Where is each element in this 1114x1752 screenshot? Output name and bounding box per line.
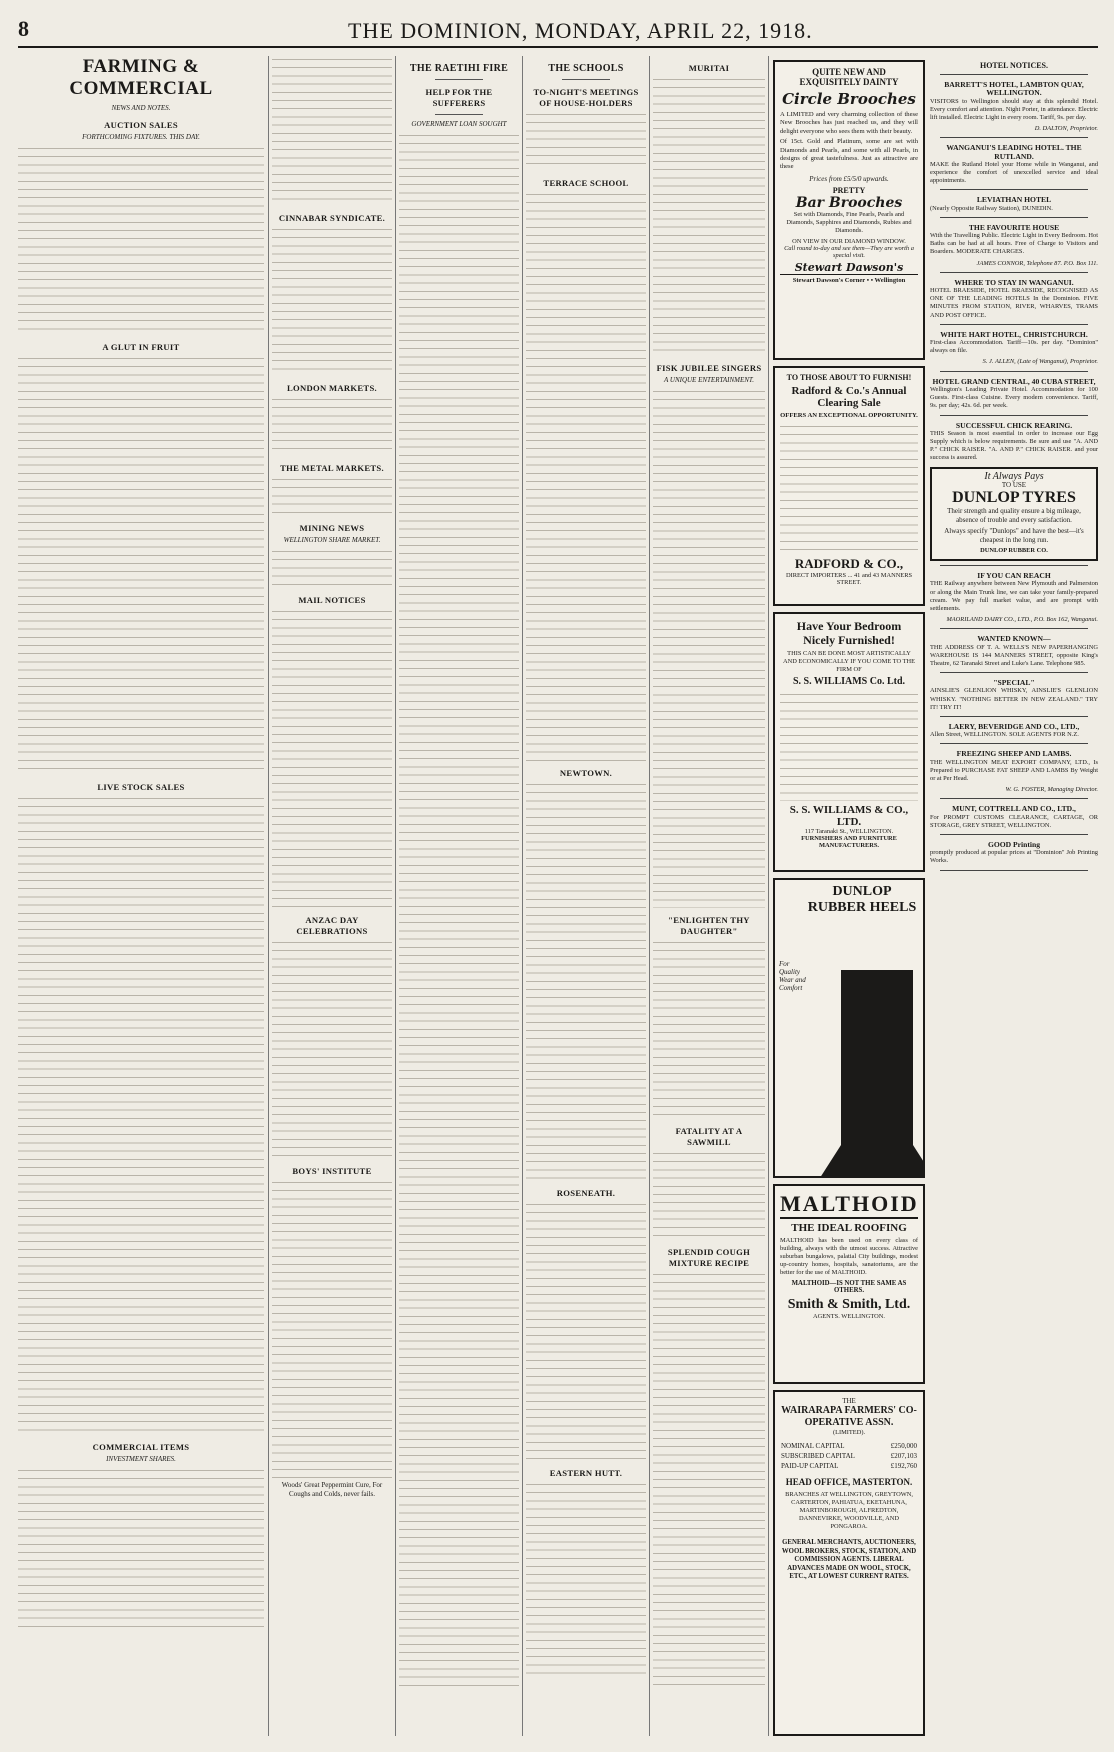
share-list	[272, 56, 392, 206]
wairarapa-foot: GENERAL MERCHANTS, AUCTIONEERS, WOOL BROKERS, STOCK, STATION, AND COMMISSION AGENTS. LIBERAL ADVANCES MADE ON WOOL, STOCK, ETC., AT LOWEST CURRENT RATES.	[781, 1539, 917, 1581]
newtown-heading: NEWTOWN.	[559, 768, 613, 778]
radford-price-list	[780, 423, 918, 553]
glut-fruit-body	[18, 355, 264, 775]
fisk-jubilee-body	[653, 388, 765, 908]
column-markets	[272, 56, 392, 1736]
divider	[940, 870, 1088, 871]
williams-tag: FURNISHERS AND FURNITURE MANUFACTURERS.	[801, 835, 897, 849]
malthoid-ad	[773, 1184, 925, 1384]
cinnabar-body	[272, 226, 392, 376]
raetihi-header: THE RAETIHI FIRE	[409, 63, 509, 74]
hotel-notice-signature: W. G. FOSTER, Managing Director.	[1005, 786, 1098, 794]
williams-sub: THIS CAN BE DONE MOST ARTISTICALLY AND ECONOMICALLY IF YOU COME TO THE FIRM OF	[782, 650, 916, 673]
divider	[562, 79, 610, 80]
column-farming	[18, 56, 264, 1736]
brooch-view: ON VIEW IN OUR DIAMOND WINDOW.	[792, 237, 906, 245]
boys-institute-heading: BOYS' INSTITUTE	[292, 1166, 372, 1176]
metal-markets-heading: THE METAL MARKETS.	[280, 463, 384, 473]
hotel-notice-text: AINSLIE'S GLENLION WHISKY, AINSLIE'S GLENLION WHISKY. "NOTHING BETTER IN NEW ZEALAND." TRY IT! TRY IT!	[930, 687, 1098, 711]
roseneath-heading: ROSENEATH.	[556, 1188, 616, 1198]
williams-body	[780, 691, 918, 801]
brooch-line2: EXQUISITELY DAINTY	[799, 77, 899, 87]
malthoid-title: MALTHOID	[780, 1191, 918, 1219]
williams-firm: S. S. WILLIAMS Co. Ltd.	[792, 676, 906, 687]
anzac-body	[272, 939, 392, 1159]
mail-notices-heading: MAIL NOTICES	[298, 595, 366, 605]
peppermint-cure-ad: Woods' Great Peppermint Cure, For Coughs and Colds, never fails.	[281, 1481, 383, 1498]
mining-news-body	[272, 548, 392, 588]
schools-header: THE SCHOOLS	[548, 63, 624, 74]
brooch-title2: Bar Brooches	[795, 194, 903, 211]
radford-firm: RADFORD & CO.,	[794, 556, 904, 571]
commercial-items-heading: COMMERCIAL ITEMS	[92, 1442, 190, 1452]
commercial-items-sub: INVESTMENT SHARES.	[106, 1455, 176, 1463]
divider	[940, 324, 1088, 325]
boot-icon	[817, 970, 925, 1178]
column-rule	[522, 56, 523, 1736]
divider	[940, 137, 1088, 138]
dunlop-tyres-top: It Always Pays	[984, 470, 1044, 482]
masthead	[18, 14, 1098, 48]
capital-row: SUBSCRIBED CAPITAL £207,103	[781, 1452, 917, 1460]
williams-title: Have Your Bedroom Nicely Furnished!	[796, 619, 902, 647]
live-stock-heading: LIVE STOCK SALES	[97, 782, 185, 792]
hotel-notice-name: HOTEL GRAND CENTRAL, 40 CUBA STREET,	[932, 376, 1096, 386]
malthoid-sub: THE IDEAL ROOFING	[791, 1222, 907, 1234]
farming-header: FARMING & COMMERCIAL	[69, 56, 213, 99]
wairarapa-ltd: (LIMITED).	[832, 1429, 866, 1436]
williams-firm-big: S. S. WILLIAMS & CO., LTD.	[789, 804, 909, 828]
radford-sub: OFFERS AN EXCEPTIONAL OPPORTUNITY.	[780, 412, 918, 419]
hotel-notice-text: First-class Accommodation. Tariff—10s. per day. "Dominion" always on file.	[930, 339, 1098, 355]
hotel-notice-name: THE FAVOURITE HOUSE	[968, 222, 1060, 232]
dunlop-heels-title: DUNLOP RUBBER HEELS	[807, 884, 917, 915]
divider	[940, 371, 1088, 372]
mail-notices-body	[272, 608, 392, 908]
fisk-jubilee-heading: FISK JUBILEE SINGERS	[656, 363, 762, 373]
divider	[940, 834, 1088, 835]
farming-subheader: NEWS AND NOTES.	[111, 104, 171, 112]
commercial-items-body	[18, 1467, 264, 1627]
brooch-ad	[773, 60, 925, 360]
fisk-jubilee-sub: A UNIQUE ENTERTAINMENT.	[663, 376, 755, 384]
cough-recipe-heading: SPLENDID COUGH MIXTURE RECIPE	[667, 1247, 751, 1268]
smith-smith-firm: Smith & Smith, Ltd.	[787, 1297, 911, 1312]
dunlop-heels-side: For Quality Wear and Comfort	[779, 960, 806, 992]
hotel-notice-name: LAERY, BEVERIDGE AND CO., LTD.,	[948, 721, 1080, 731]
muritai-heading: MURITAI	[688, 63, 730, 73]
dunlop-tyres-ad	[930, 467, 1098, 562]
divider	[940, 716, 1088, 717]
boot-illustration	[795, 950, 925, 1170]
terrace-school-heading: TERRACE SCHOOL	[543, 178, 629, 188]
radford-title: Radford & Co.'s Annual Clearing Sale	[791, 385, 907, 409]
hotel-notice-name: WANGANUI'S LEADING HOTEL. THE RUTLAND.	[946, 143, 1082, 161]
brooch-body2: Of 15ct. Gold and Platinum, some are set with Diamonds and Pearls, and some with all Pearls, in designs of great tastefulness. Just as attractive are these	[780, 138, 918, 171]
radford-address: DIRECT IMPORTERS ... 41 and 43 MANNERS STREET.	[785, 572, 913, 586]
williams-address: 117 Taranaki St., WELLINGTON.	[804, 828, 894, 835]
hotel-notice-text: THE WELLINGTON MEAT EXPORT COMPANY, LTD., Is Prepared to PURCHASE FAT SHEEP AND LAMBS By Weight or at Per Head.	[930, 758, 1098, 782]
glut-fruit-heading: A GLUT IN FRUIT	[102, 342, 180, 352]
hotel-notices-header: HOTEL NOTICES.	[979, 61, 1049, 70]
hotel-notice-text: Allen Street, WELLINGTON. SOLE AGENTS FOR N.Z.	[930, 731, 1079, 739]
column-rule	[768, 56, 769, 1736]
cough-recipe-body	[653, 1271, 765, 1691]
masthead-title: THE DOMINION, MONDAY, APRIL 22, 1918.	[348, 18, 813, 43]
wairarapa-capital-table	[780, 1441, 918, 1471]
divider	[940, 189, 1088, 190]
malthoid-note: MALTHOID—IS NOT THE SAME AS OTHERS.	[791, 1280, 907, 1294]
capital-row: NOMINAL CAPITAL £250,000	[781, 1442, 917, 1450]
divider	[435, 114, 483, 115]
sawmill-heading: FATALITY AT A SAWMILL	[675, 1126, 743, 1147]
column-muritai	[653, 56, 765, 1736]
auction-sales-sub: FORTHCOMING FIXTURES. THIS DAY.	[82, 133, 200, 141]
stewart-dawson-name: Stewart Dawson's	[794, 260, 904, 274]
divider	[940, 415, 1088, 416]
brooch-title: Circle Brooches	[782, 90, 916, 108]
hotel-notice-text: THIS Season is most essential in order to increase our Egg Supply which is below requirements. Be sure and use "A. AND P." CHICK RAISER. "A. AND P." CHICK RAISER. and your success is assured.	[930, 429, 1098, 462]
divider	[940, 217, 1088, 218]
dunlop-tyres-use: TO USE	[1001, 480, 1027, 489]
hotel-notice-name: GOOD Printing	[987, 840, 1041, 849]
divider	[940, 672, 1088, 673]
eastern-hutt-body	[526, 1481, 646, 1681]
hotel-notice-text: MAKE the Rutland Hotel your Home while in Wanganui, and experience the comfort of unexcelled service and ideal appointments.	[930, 160, 1098, 185]
dunlop-tyres-body2: Always specify "Dunlops" and have the best—it's cheapest in the long run.	[944, 526, 1084, 544]
divider	[940, 798, 1088, 799]
muritai-body	[653, 76, 765, 356]
hotel-list	[930, 81, 1098, 870]
cinnabar-heading: CINNABAR SYNDICATE.	[278, 213, 386, 223]
raetihi-subheader: HELP FOR THE SUFFERERS	[425, 87, 493, 108]
metal-markets-body	[272, 476, 392, 516]
hotel-notice-signature: JAMES CONNOR, Telephone 87. P.O. Box 111.	[976, 259, 1098, 267]
schools-subheader: TO-NIGHT'S MEETINGS OF HOUSE-HOLDERS	[533, 87, 639, 108]
roseneath-body	[526, 1201, 646, 1461]
hotel-notice-name: WHERE TO STAY IN WANGANUI.	[954, 277, 1074, 287]
dunlop-tyres-body: Their strength and quality ensure a big mileage, absence of trouble and every satisfaction.	[947, 506, 1081, 524]
wairarapa-branches: BRANCHES AT WELLINGTON, GREYTOWN, CARTERTON, PAHIATUA, EKETAHUNA, MARTINBOROUGH, ALFREDTON, DANNEVIRKE, WOODVILLE, AND PONGAROA.	[785, 1491, 913, 1530]
sawmill-body	[653, 1150, 765, 1240]
mining-news-heading: MINING NEWS	[299, 523, 365, 533]
column-schools	[526, 56, 646, 1736]
stewart-dawson-address: Stewart Dawson's Corner • • Wellington	[780, 274, 918, 284]
hotel-notice-text: With the Travelling Public. Electric Light in Every Bedroom. Hot Baths can be had at all hours. Free of Charge to Visitors and Boarders. MODERATE CHARGES.	[930, 232, 1098, 256]
hotel-notice-text: THE Railway anywhere between New Plymouth and Palmerston or along the Main Trunk line, we can take your family-prepared cream. We pay full market value, and are prompt with settlements.	[930, 580, 1098, 612]
hotel-notice-name: WHITE HART HOTEL, CHRISTCHURCH.	[940, 329, 1088, 339]
hotel-notice-text: For PROMPT CUSTOMS CLEARANCE, CARTAGE, OR STORAGE, GREY STREET, WELLINGTON.	[930, 813, 1098, 829]
newtown-body	[526, 781, 646, 1181]
mining-news-sub: WELLINGTON SHARE MARKET.	[283, 536, 381, 544]
hotel-notice-text: HOTEL BRAESIDE, HOTEL BRAESIDE, RECOGNISED AS ONE OF THE LEADING HOTELS In the Dominion. FIVE MINUTES FROM STATION, RIVER, WHARVES, TRAMS AND POST OFFICE.	[930, 287, 1098, 319]
column-rule	[268, 56, 269, 1736]
divider	[940, 74, 1088, 75]
brooch-line1: QUITE NEW AND	[812, 67, 886, 77]
eastern-hutt-heading: EASTERN HUTT.	[549, 1468, 623, 1478]
wairarapa-office: HEAD OFFICE, MASTERTON.	[785, 1477, 913, 1487]
terrace-school-body	[526, 191, 646, 761]
wairarapa-the: THE	[842, 1397, 856, 1405]
dunlop-tyres-title: DUNLOP TYRES	[952, 488, 1076, 506]
hotel-notice-name: FREEZING SHEEP AND LAMBS.	[956, 749, 1072, 759]
schools-intro	[526, 111, 646, 171]
divider	[940, 628, 1088, 629]
williams-ad	[773, 612, 925, 872]
hotel-notice-name: LEVIATHAN HOTEL	[976, 195, 1052, 205]
hotel-notices	[930, 56, 1098, 1736]
divider	[940, 272, 1088, 273]
column-rule	[649, 56, 650, 1736]
enlighten-heading: "ENLIGHTEN THY DAUGHTER"	[668, 915, 750, 936]
hotel-notice-text: VISITORS to Wellington should stay at this splendid Hotel. Every comfort and attention. Night Porter, in attendance. Electric lift installed. Electric Light in every room. Tariff, 9s. per day.	[930, 97, 1098, 122]
wairarapa-title: WAIRARAPA FARMERS' CO-OPERATIVE ASSN.	[781, 1405, 917, 1428]
live-stock-body	[18, 795, 264, 1435]
column-rule	[395, 56, 396, 1736]
brooch-pretty: PRETTY	[832, 185, 866, 195]
capital-row: PAID-UP CAPITAL £192,760	[781, 1462, 917, 1470]
wairarapa-ad	[773, 1390, 925, 1736]
hotel-notice-name: SUCCESSFUL CHICK REARING.	[955, 420, 1073, 430]
divider	[940, 565, 1088, 566]
hotel-notice-text: THE ADDRESS OF T. A. WELLS'S NEW PAPERHANGING WAREHOUSE IS 144 MANNERS STREET, opposite King's Theatre, 62 Taranaki Street and Luke's Lane. Telephone 985.	[930, 643, 1098, 667]
hotel-notice-name: "SPECIAL"	[993, 678, 1035, 688]
radford-ad	[773, 366, 925, 606]
hotel-notice-text: (Nearly Opposite Railway Station), DUNEDIN.	[930, 204, 1053, 212]
divider	[940, 743, 1088, 744]
hotel-notice-signature: D. DALTON, Proprietor.	[1034, 125, 1098, 133]
hotel-notice-name: WANTED KNOWN—	[977, 634, 1051, 644]
anzac-heading: ANZAC DAY CELEBRATIONS	[296, 915, 368, 936]
hotel-notice-name: BARRETT'S HOTEL, LAMBTON QUAY, WELLINGTON.	[944, 80, 1084, 98]
divider	[435, 79, 483, 80]
brooch-body: A LIMITED and very charming collection of these New Brooches has just reached us, and they will delight everyone who sees them with their beauty.	[780, 111, 918, 135]
auction-sales-body	[18, 145, 264, 335]
dunlop-tyres-maker: DUNLOP RUBBER CO.	[980, 546, 1048, 554]
hotel-notice-text: Wellington's Leading Private Hotel. Accommodation for 100 Guests. First-class Cuisine. Every modern convenience. Tariff, 9s. per day; 42s. 6d. per week.	[930, 385, 1098, 410]
brooch-call: Call round to-day and see them—They are worth a special visit.	[784, 244, 914, 259]
brooch-body3: Set with Diamonds, Fine Pearls, Pearls and Diamonds, Sapphires and Diamonds, Rubies and Diamonds.	[786, 210, 912, 234]
column-raetihi	[399, 56, 519, 1736]
dunlop-heels-ad	[773, 878, 925, 1178]
hotel-notice-signature: MAORILAND DAIRY CO., LTD., P.O. Box 162, Wanganui.	[946, 616, 1098, 624]
enlighten-body	[653, 939, 765, 1119]
hotel-notice-name: IF YOU CAN REACH	[977, 571, 1051, 581]
hotel-notice-name: MUNT, COTTRELL AND CO., LTD.,	[952, 804, 1076, 814]
radford-top: TO THOSE ABOUT TO FURNISH!	[786, 373, 912, 382]
raetihi-subsub: GOVERNMENT LOAN SOUGHT	[411, 120, 507, 128]
brooch-price: Prices from £5/5/0 upwards.	[809, 174, 889, 183]
boys-institute-body	[272, 1179, 392, 1479]
london-markets-heading: LONDON MARKETS.	[287, 383, 377, 393]
hotel-notice-text: promptly produced at popular prices at "Dominion" Job Printing Works.	[930, 849, 1098, 865]
page-number: 8	[18, 16, 29, 41]
malthoid-agents: AGENTS. WELLINGTON.	[812, 1313, 885, 1320]
hotel-notice-signature: S. J. ALLEN, (Late of Wanganui), Proprietor.	[982, 358, 1098, 366]
malthoid-body: MALTHOID has been used on every class of building, always with the utmost success. Attractive suburban bungalows, palatial City buildings, modest up-country homes, hospitals, sanatoriums, are the better for the use of MALTHOID.	[780, 1237, 918, 1276]
london-markets-body	[272, 396, 392, 456]
auction-sales-heading: AUCTION SALES	[104, 120, 178, 130]
raetihi-body	[399, 132, 519, 1692]
